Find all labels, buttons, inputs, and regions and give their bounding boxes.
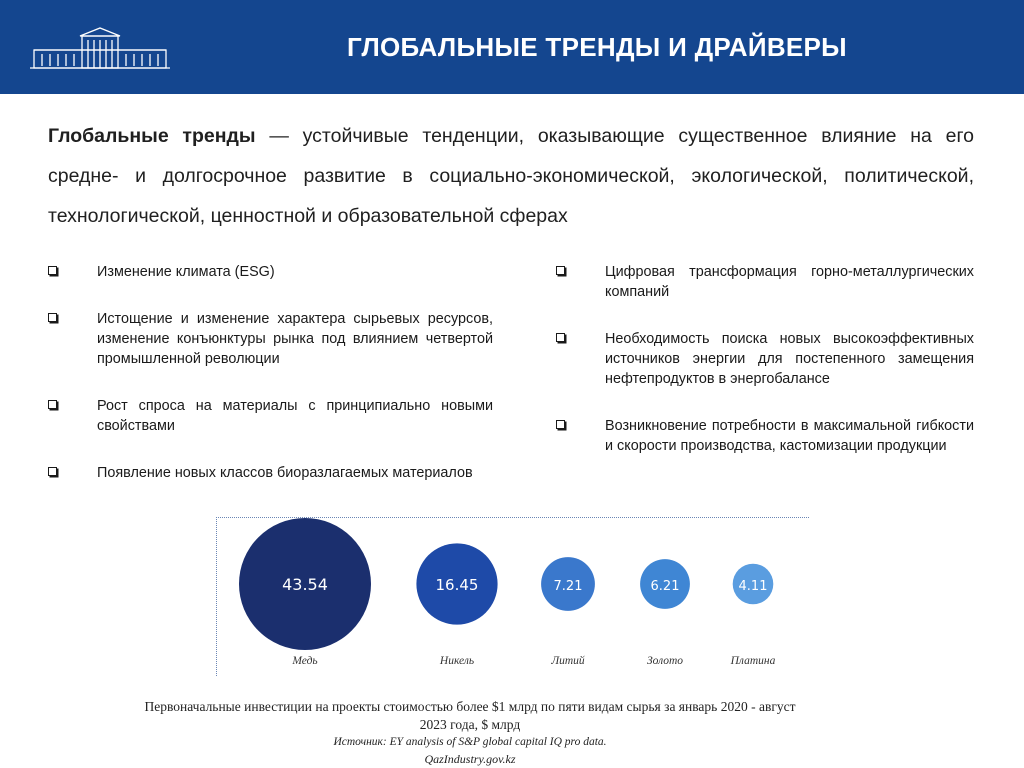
- intro-paragraph: [48, 116, 974, 236]
- trend-text: Истощение и изменение характера сырьевых ресурсов, изменение конъюнктуры рынка под влиянием четвертой промышленной революции: [97, 311, 493, 367]
- trend-item: [48, 396, 493, 436]
- trends-left-list: [48, 262, 493, 510]
- category-label: Литий: [551, 655, 585, 667]
- source-note: Источник: EY analysis of S&P global capital IQ pro data.: [333, 736, 607, 748]
- trend-item: [48, 262, 493, 282]
- bubble-value-label: 43.54: [282, 575, 328, 594]
- trend-text: Необходимость поиска новых высокоэффективных источников энергии для постепенного замещения нефтепродуктов в энергобалансе: [605, 331, 974, 387]
- trend-text: Изменение климата (ESG): [97, 264, 275, 280]
- trend-item: [556, 329, 974, 389]
- trend-item: [48, 463, 493, 483]
- trend-text: Возникновение потребности в максимальной гибкости и скорости производства, кастомизации продукции: [605, 418, 974, 454]
- bubble-value-label: 7.21: [553, 579, 583, 594]
- trend-item: [556, 262, 974, 302]
- trend-text: Рост спроса на материалы с принципиально новыми свойствами: [97, 398, 493, 434]
- checkbox-bullet-icon: [48, 467, 57, 476]
- intro-term: Глобальные тренды: [48, 125, 256, 147]
- bubble-value-label: 6.21: [650, 579, 680, 594]
- intro-definition: — устойчивые тенденции, оказывающие существенное влияние на его средне- и долгосрочное развитие в социально-экономической, экологической, политической, технологической, ценностной и образовательной сферах: [48, 125, 974, 227]
- trend-item: [48, 309, 493, 369]
- building-logo-icon: [30, 26, 170, 74]
- category-label: Золото: [646, 655, 684, 667]
- checkbox-bullet-icon: [48, 400, 57, 409]
- checkbox-bullet-icon: [556, 266, 565, 275]
- category-label: Никель: [439, 655, 475, 667]
- category-label: Медь: [292, 655, 318, 667]
- bubble-chart-svg: [217, 518, 809, 676]
- trends-right-list: [556, 262, 974, 483]
- chart-caption: Первоначальные инвестиции на проекты стоимостью более $1 млрд по пяти видам сырья за январь 2020 - август 2023 года, $ млрд: [144, 699, 796, 732]
- site-credit: QazIndustry.gov.kz: [424, 752, 516, 766]
- trend-item: [556, 416, 974, 456]
- checkbox-bullet-icon: [556, 333, 565, 342]
- header-bar: [0, 0, 1024, 94]
- bubble-value-label: 4.11: [738, 579, 768, 594]
- checkbox-bullet-icon: [48, 313, 57, 322]
- checkbox-bullet-icon: [48, 266, 57, 275]
- category-label: Платина: [730, 655, 776, 667]
- checkbox-bullet-icon: [556, 420, 565, 429]
- bubble-value-label: 16.45: [435, 576, 479, 594]
- page-title: ГЛОБАЛЬНЫЕ ТРЕНДЫ И ДРАЙВЕРЫ: [347, 32, 847, 62]
- investment-bubble-chart: [216, 517, 809, 676]
- trend-text: Появление новых классов биоразлагаемых материалов: [97, 465, 473, 481]
- trend-text: Цифровая трансформация горно-металлургических компаний: [605, 264, 974, 300]
